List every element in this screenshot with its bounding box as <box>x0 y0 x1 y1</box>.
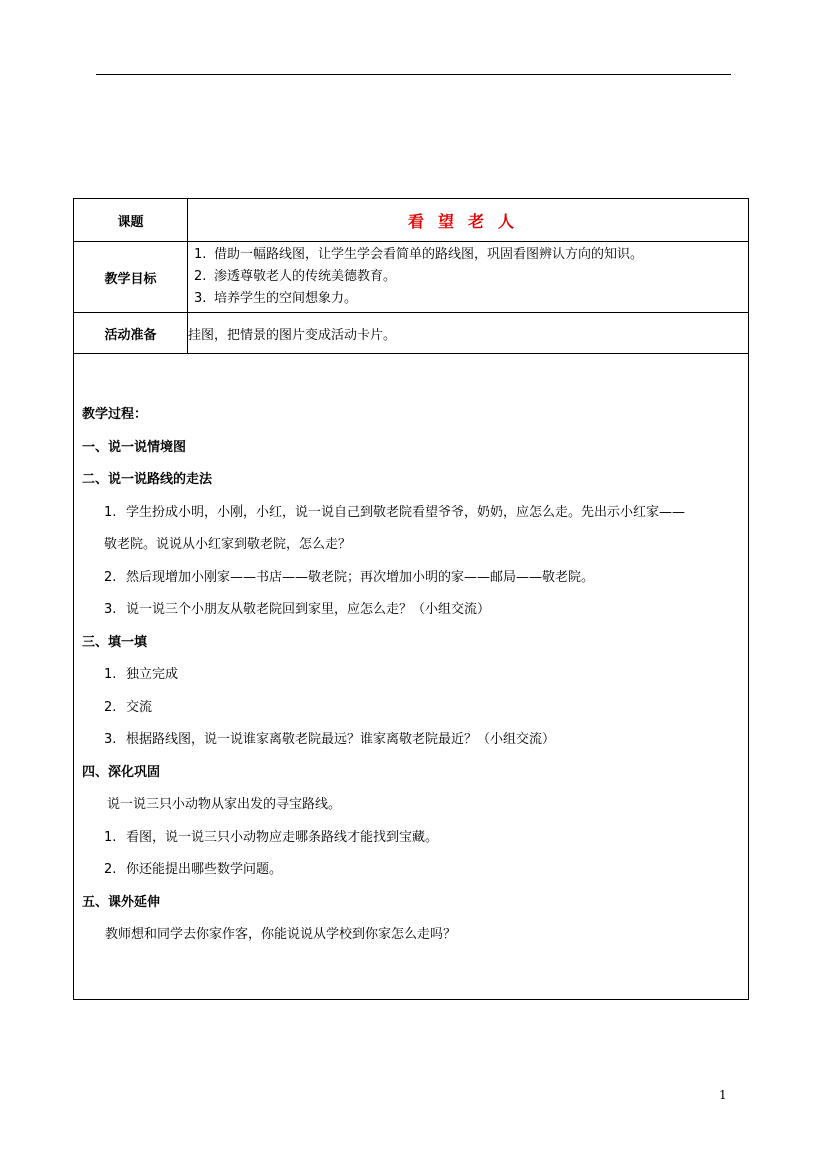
topic-row <box>74 199 749 242</box>
process-heading: 教学过程： <box>82 407 148 423</box>
process-row <box>74 354 749 1000</box>
prep-text: 挂图，把情景的图片变成活动卡片。 <box>188 313 749 354</box>
page-number: 1 <box>719 1088 727 1102</box>
section-title: 三、填一填 <box>82 634 148 650</box>
list-item: 3. 根据路线图，说一说谁家离敬老院最远？谁家离敬老院最近？（小组交流） <box>104 732 556 748</box>
list-item: 3. 说一说三个小朋友从敬老院回到家里，应怎么走？（小组交流） <box>104 602 491 618</box>
list-item: 2. 交流 <box>104 699 153 715</box>
section-title: 二、说一说路线的走法 <box>82 472 213 488</box>
process-cell <box>74 354 749 1000</box>
section-intro: 说一说三只小动物从家出发的寻宝路线。 <box>107 797 342 813</box>
prep-row <box>74 313 749 354</box>
list-item: 2. 然后现增加小刚家——书店——敬老院；再次增加小明的家——邮局——敬老院。 <box>104 569 595 585</box>
prep-label: 活动准备 <box>74 313 188 354</box>
goal-item: 1. 借助一幅路线图，让学生学会看简单的路线图，巩固看图辨认方向的知识。 <box>194 247 644 262</box>
goal-item: 3. 培养学生的空间想象力。 <box>194 291 358 306</box>
topic-label: 课题 <box>74 199 188 242</box>
section-paragraph: 教师想和同学去你家作客，你能说说从学校到你家怎么走吗？ <box>105 927 457 943</box>
header-rule <box>96 74 731 75</box>
list-item: 1. 独立完成 <box>104 667 179 683</box>
section-title: 一、说一说情境图 <box>82 439 187 455</box>
list-item: 2. 你还能提出哪些数学问题。 <box>104 862 283 878</box>
lesson-title: 看望老人 <box>188 199 749 242</box>
lesson-plan-table <box>73 198 749 1000</box>
goals-label: 教学目标 <box>74 242 188 313</box>
section-title: 四、深化巩固 <box>82 764 161 780</box>
list-item-continuation: 敬老院。说说从小红家到敬老院，怎么走？ <box>104 537 352 553</box>
section-title: 五、课外延伸 <box>82 894 161 910</box>
goals-row <box>74 242 749 313</box>
list-item: 1. 学生扮成小明，小刚，小红，说一说自己到敬老院看望爷爷，奶奶，应怎么走。先出示小红家—— <box>104 504 686 520</box>
goals-cell <box>188 242 749 313</box>
list-item: 1. 看图，说一说三只小动物应走哪条路线才能找到宝藏。 <box>104 829 439 845</box>
goal-item: 2. 渗透尊敬老人的传统美德教育。 <box>194 269 397 284</box>
